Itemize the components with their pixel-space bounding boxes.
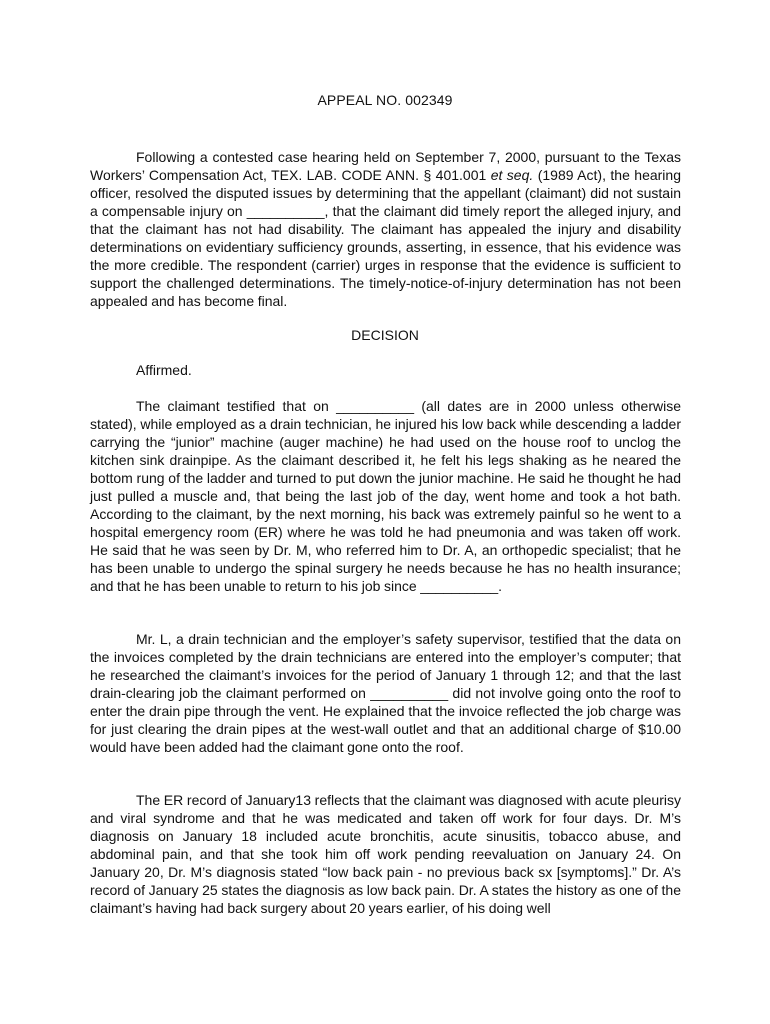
intro-text-part2: (1989 Act), the hearing officer, resolved the disputed issues by determining that the appellant (claimant) did not sustain a compensable injury on __________, that the claimant did timely report the alleged injury, and that the claimant has not had disability. The claimant has appealed the injury and disability determinations on evidentiary sufficiency grounds, asserting, in essence, that his evidence was the more credible. The respondent (carrier) urges in response that the evidence is sufficient to support the challenged determinations. The timely-notice-of-injury determination has not been appealed and has become final. (90, 167, 681, 309)
decision-heading: DECISION (351, 327, 419, 343)
intro-paragraph (90, 148, 681, 310)
intro-text-part1: Following a contested case hearing held on September 7, 2000, pursuant to the Texas Workers’ Compensation Act, TEX. LAB. CODE ANN. § 401.001 (90, 149, 681, 183)
supervisor-paragraph: Mr. L, a drain technician and the employer’s safety supervisor, testified that the data on the invoices completed by the drain technicians are entered into the employer’s computer; that he researched the claimant’s invoices for the period of January 1 through 12; and that the last drain-clearing job the claimant performed on __________ did not involve going onto the roof to enter the drain pipe through the vent. He explained that the invoice reflected the job charge was for just clearing the drain pipes at the west-wall outlet and that an additional charge of $10.00 would have been added had the claimant gone onto the roof. (90, 631, 681, 755)
testimony-paragraph: The claimant testified that on __________ (all dates are in 2000 unless otherwise stated), while employed as a drain technician, he injured his low back while descending a ladder carrying the “junior” machine (auger machine) he had used on the house roof to unclog the kitchen sink drainpipe. As the claimant described it, he felt his legs shaking as he neared the bottom rung of the ladder and turned to put down the junior machine. He said he thought he had just pulled a muscle and, that being the last job of the day, went home and took a hot bath. According to the claimant, by the next morning, his back was extremely painful so he went to a hospital emergency room (ER) where he was told he had pneumonia and was taken off work. He said that he was seen by Dr. M, who referred him to Dr. A, an orthopedic specialist; that he has been unable to undergo the spinal surgery he needs because he has no health insurance; and that he has been unable to return to his job since __________. (90, 398, 681, 594)
er-record-paragraph: The ER record of January13 reflects that the claimant was diagnosed with acute pleurisy and viral syndrome and that he was medicated and taken off work for four days. Dr. M’s diagnosis on January 18 included acute bronchitis, acute sinusitis, tobacco abuse, and abdominal pain, and that she took him off work pending reevaluation on January 24. On January 20, Dr. M’s diagnosis stated “low back pain - no previous back sx [symptoms].” Dr. A’s record of January 25 states the diagnosis as low back pain. Dr. A states the history as one of the claimant’s having had back surgery about 20 years earlier, of his doing well (90, 792, 681, 916)
affirmed-text: Affirmed. (136, 362, 192, 378)
intro-text-italic: et seq. (490, 167, 534, 183)
appeal-title: APPEAL NO. 002349 (317, 92, 453, 108)
